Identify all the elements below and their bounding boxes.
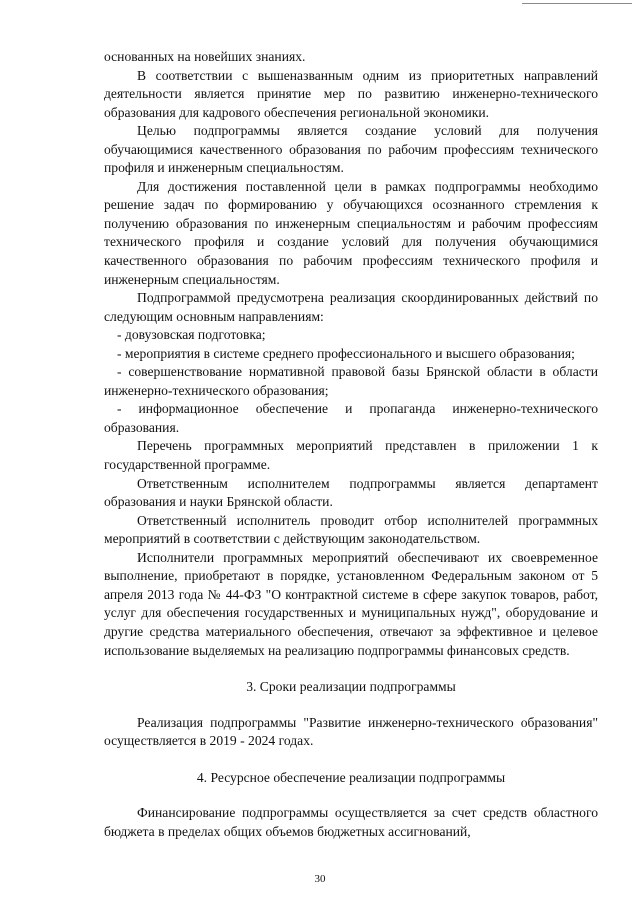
paragraph-responsible-executor: Ответственным исполнителем подпрограммы является департамент образования и науки Брянской области. [104,475,598,510]
list-item-legal-base: - совершенствование нормативной правовой базы Брянской области в области инженерно-технического образования; [104,364,598,398]
page-number: 30 [314,873,326,885]
paragraph-activities-list: Перечень программных мероприятий представлен в приложении 1 к государственной программе. [104,438,598,473]
document-body [104,48,598,841]
section-heading-timeline: 3. Сроки реализации подпрограммы [246,679,456,695]
list-item-pre-university: - довузовская подготовка; [117,327,266,343]
list-item-information-support: - информационное обеспечение и пропаганда инженерно-технического образования. [104,401,598,435]
section-heading-resources: 4. Ресурсное обеспечение реализации подпрограммы [196,769,506,785]
paragraph-directions-intro: Подпрограммой предусмотрена реализация скоординированных действий по следующим основным направлениям: [104,290,598,324]
paragraph-tasks: Для достижения поставленной цели в рамках подпрограммы необходимо решение задач по формированию у обучающихся осознанного стремления к получению образования по инженерным специальностям и рабочим профессиям технического профиля и создание условий для получения обучающимися качественного образования по рабочим профессиям технического профиля и инженерным специальностям. [104,178,598,287]
paragraph-executors-duties: Исполнители программных мероприятий обеспечивают их своевременное выполнение, приобретают в порядке, установленном Федеральным законом от 5 апреля 2013 года № 44-ФЗ "О контрактной системе в сфере закупок товаров, работ, услуг для обеспечения государственных и муниципальных нужд", оборудование и другие средства материального обеспечения, отвечают за эффективное и целевое использование выделяемых на реализацию подпрограммы финансовых средств. [104,549,598,658]
paragraph-priority-direction: В соответствии с вышеназванным одним из приоритетных направлений деятельности является принятие мер по развитию инженерно-технического образования для кадрового обеспечения региональной экономики. [104,67,598,120]
paragraph-timeline: Реализация подпрограммы "Развитие инженерно-технического образования" осуществляется в 2019 - 2024 годах. [104,714,598,749]
paragraph-financing: Финансирование подпрограммы осуществляется за счет средств областного бюджета в пределах общих объемов бюджетных ассигнований, [104,805,598,839]
list-item-vocational-higher: - мероприятия в системе среднего профессионального и высшего образования; [117,345,575,361]
paragraph-executor-selection: Ответственный исполнитель проводит отбор исполнителей программных мероприятий в соответствии с действующим законодательством. [104,512,598,547]
paragraph-goal: Целью подпрограммы является создание условий для получения обучающимися качественного образования по рабочим профессиям технического профиля и инженерным специальностям. [104,123,598,176]
paragraph-continuation: основанных на новейших знаниях. [104,49,306,64]
scan-edge-line [522,3,632,4]
